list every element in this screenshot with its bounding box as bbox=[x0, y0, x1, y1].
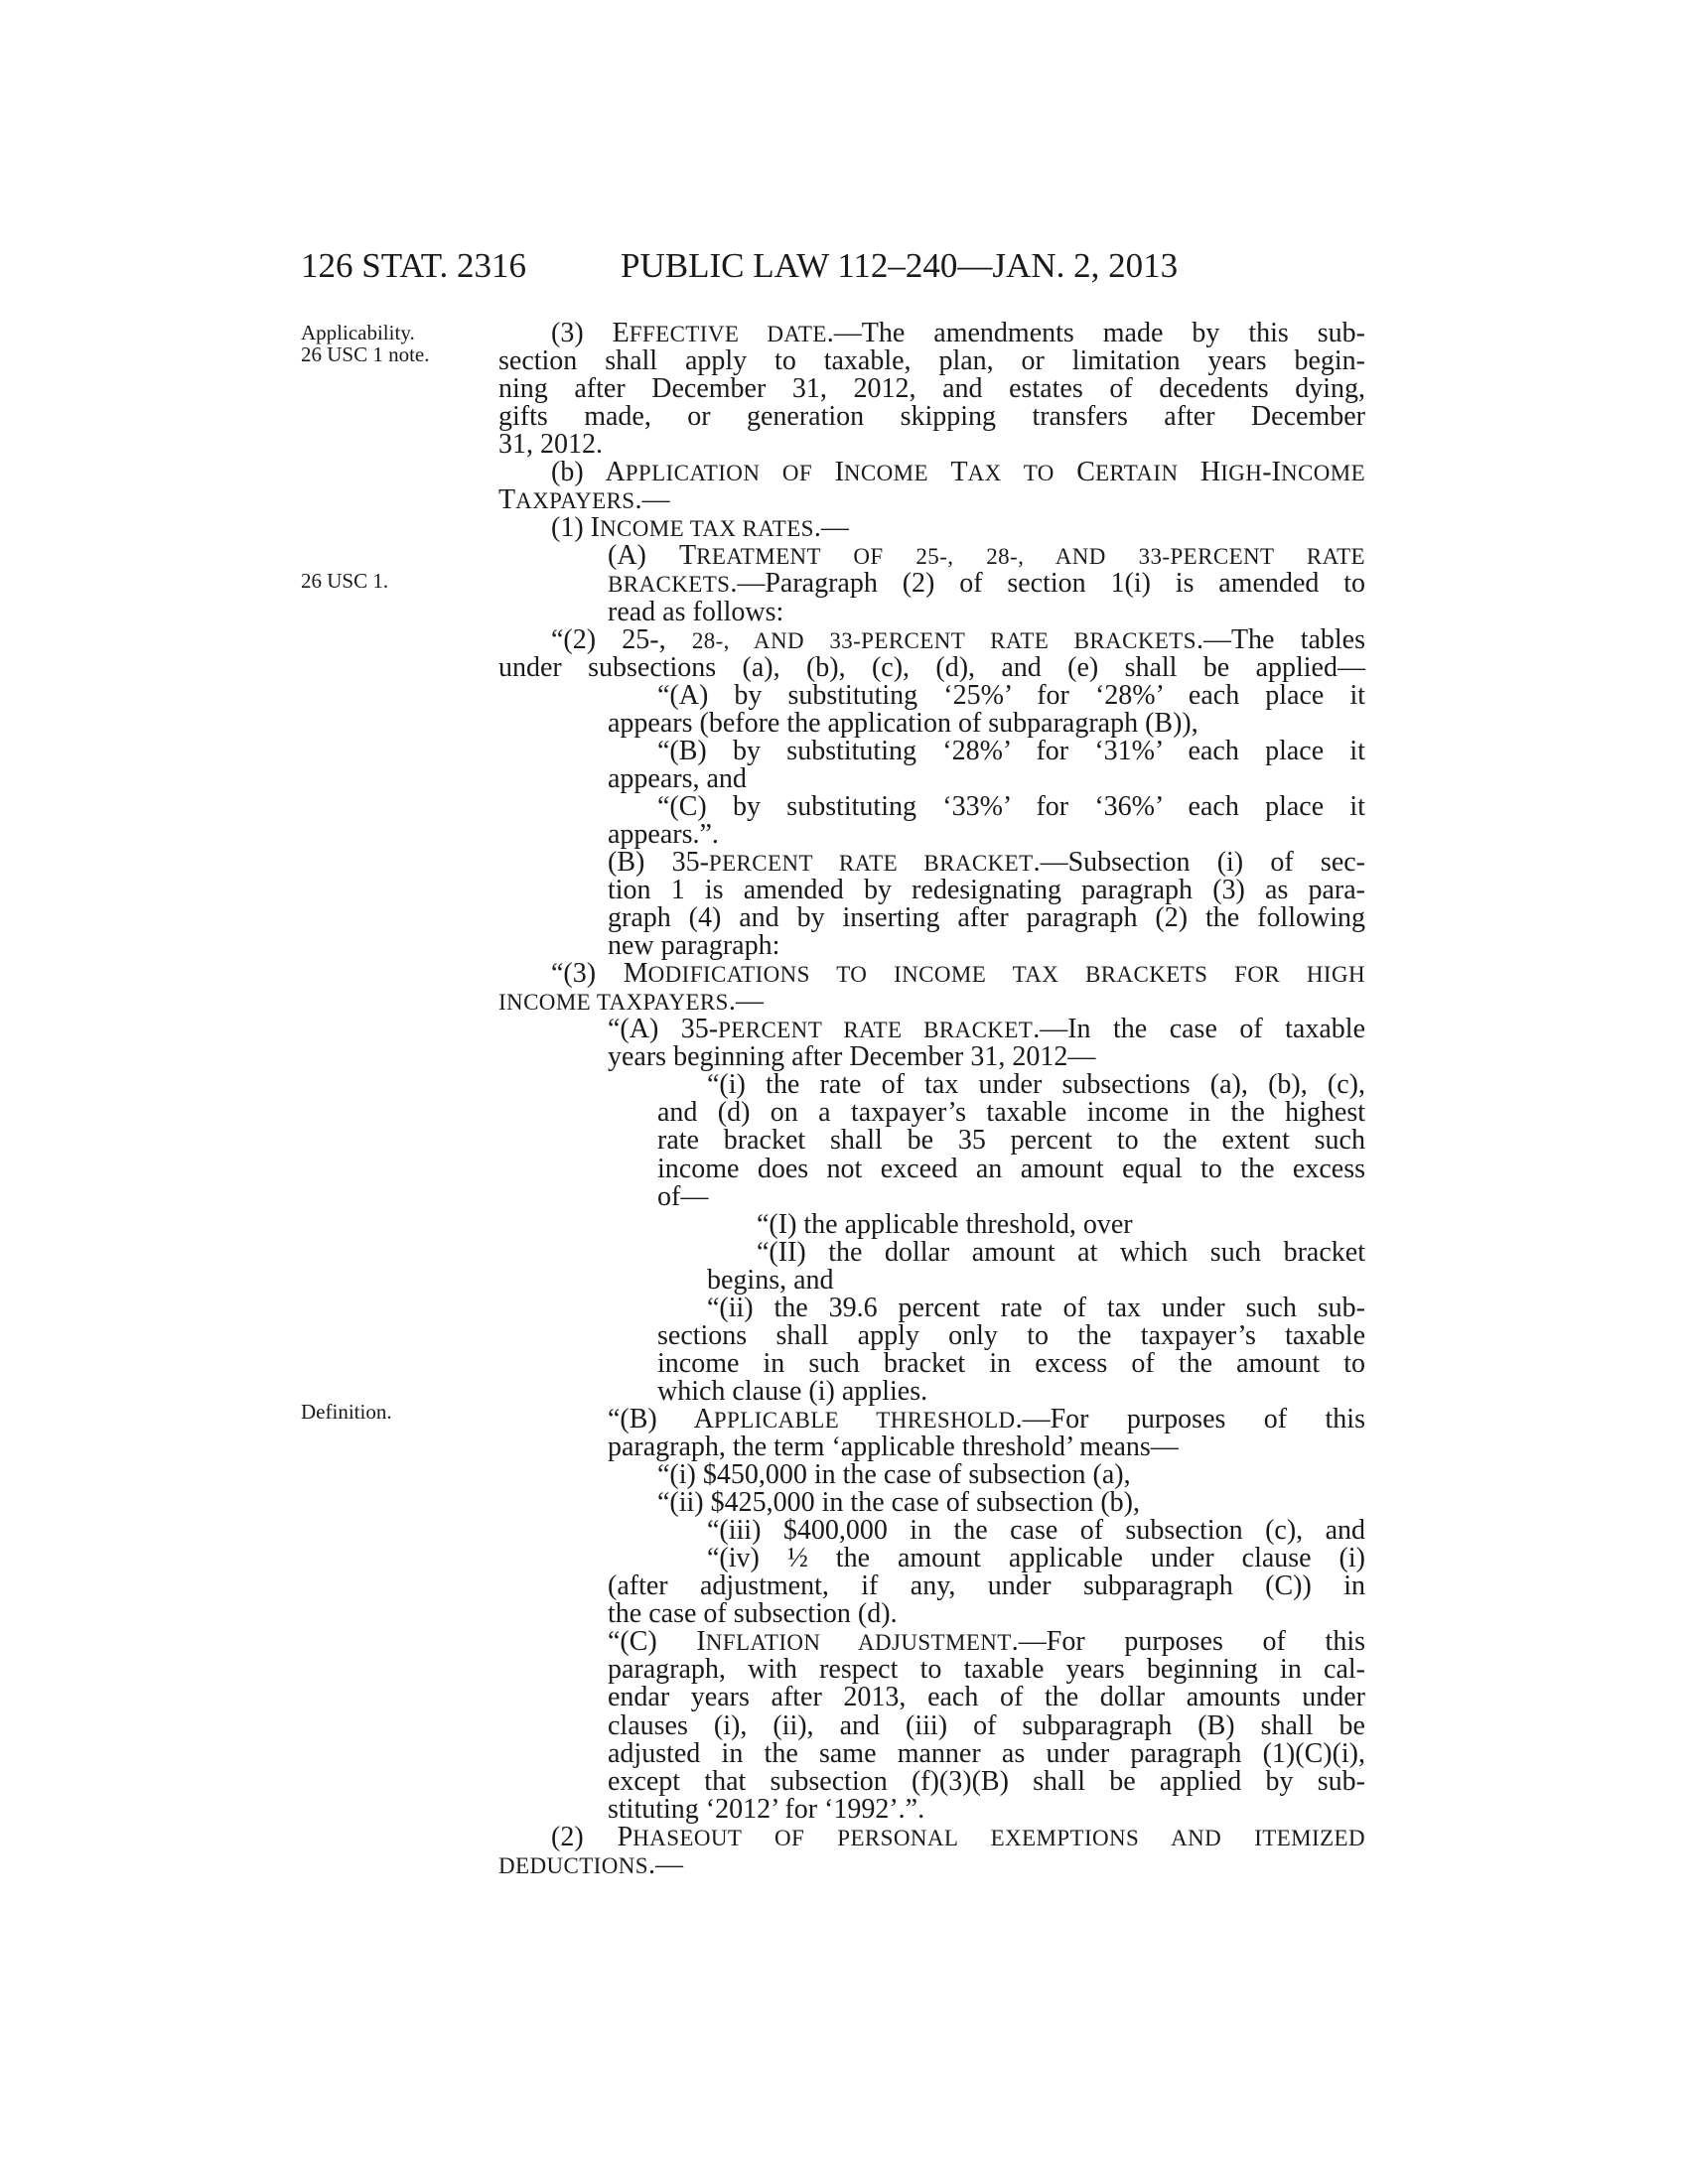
text-line bbox=[498, 431, 603, 459]
small-caps-run: ODIFICATIONS TO INCOME TAX BRACKETS FOR HIGH bbox=[647, 962, 1365, 987]
text-line bbox=[551, 960, 1365, 989]
text-run: 31, 2012. bbox=[498, 429, 603, 460]
text-line bbox=[498, 403, 1365, 431]
text-run: “(iii) $400,000 in the case of subsection (c), and bbox=[707, 1515, 1365, 1546]
text-run: read as follows: bbox=[608, 597, 784, 627]
text-run: paragraph, the term ‘applicable threshold’ means— bbox=[608, 1432, 1179, 1462]
text-line bbox=[551, 320, 1365, 348]
small-caps-run: AXPAYERS bbox=[515, 488, 635, 513]
text-line bbox=[757, 1239, 1365, 1267]
text-run: section shall apply to taxable, plan, or limitation years begin- bbox=[498, 345, 1365, 376]
text-line bbox=[608, 1600, 898, 1628]
text-line bbox=[498, 486, 670, 515]
text-run: .— bbox=[813, 512, 849, 543]
text-line bbox=[608, 821, 719, 849]
text-run: “(C) I bbox=[608, 1626, 706, 1657]
text-line bbox=[551, 514, 849, 543]
text-run: “(2) 25-, bbox=[551, 624, 692, 655]
text-run: endar years after 2013, each of the dollar amounts under bbox=[608, 1682, 1365, 1712]
text-line bbox=[608, 599, 783, 626]
small-caps-run: IGH bbox=[1220, 461, 1263, 485]
text-line bbox=[657, 1099, 1365, 1127]
small-caps-run: PERCENT RATE BRACKET bbox=[718, 1018, 1034, 1042]
small-caps-run: NCOME TAX RATES bbox=[599, 516, 814, 541]
text-run: except that subsection (f)(3)(B) shall be applied by sub- bbox=[608, 1766, 1365, 1797]
text-line bbox=[608, 570, 1365, 599]
text-run: .—For purposes of this bbox=[1015, 1404, 1365, 1434]
text-run: income in such bracket in excess of the amount to bbox=[657, 1348, 1365, 1379]
text-run: .—Subsection (i) of sec- bbox=[1033, 847, 1366, 878]
text-run: .—In the case of taxable bbox=[1033, 1014, 1365, 1044]
text-run: (3) E bbox=[551, 318, 630, 348]
text-run: “(I) the applicable threshold, over bbox=[757, 1209, 1133, 1240]
margin-note-definition: Definition. bbox=[301, 1400, 392, 1424]
text-line bbox=[608, 1684, 1365, 1711]
text-run: which clause (i) applies. bbox=[657, 1376, 928, 1407]
text-run: “(B) A bbox=[608, 1404, 714, 1434]
text-run: .— bbox=[634, 484, 670, 515]
text-run: new paragraph: bbox=[608, 930, 780, 961]
text-line bbox=[608, 932, 779, 960]
small-caps-run: NFLATION ADJUSTMENT bbox=[705, 1630, 1012, 1655]
small-caps-run: FFECTIVE DATE bbox=[629, 322, 827, 346]
small-caps-run: ERTAIN bbox=[1094, 461, 1200, 485]
text-run: .—The tables bbox=[1196, 624, 1366, 655]
small-caps-run: INCOME TAXPAYERS bbox=[498, 990, 729, 1015]
text-run: of— bbox=[657, 1181, 709, 1212]
text-line bbox=[498, 654, 1365, 682]
text-run: .—For purposes of this bbox=[1011, 1626, 1365, 1657]
text-run: years beginning after December 31, 2012— bbox=[608, 1041, 1096, 1072]
text-line bbox=[757, 1211, 1133, 1239]
text-line bbox=[608, 1796, 924, 1824]
small-caps-run: PPLICABLE THRESHOLD bbox=[713, 1408, 1016, 1433]
small-caps-run: 28-, AND 33-PERCENT RATE BRACKETS bbox=[691, 628, 1196, 653]
page-running-head: PUBLIC LAW 112–240—JAN. 2, 2013 bbox=[621, 246, 1179, 285]
text-line bbox=[707, 1295, 1365, 1322]
text-line bbox=[608, 1656, 1365, 1684]
text-run: H bbox=[1199, 457, 1221, 487]
text-run: tion 1 is amended by redesignating paragraph (3) as para- bbox=[608, 875, 1365, 905]
margin-note-usc-1-note: 26 USC 1 note. bbox=[301, 342, 430, 366]
text-line bbox=[608, 710, 1198, 738]
text-run: “(iv) ½ the amount applicable under clause (i) bbox=[707, 1543, 1365, 1573]
text-run: the case of subsection (d). bbox=[608, 1598, 898, 1629]
text-run: “(A) by substituting ‘25%’ for ‘28%’ each place it bbox=[657, 680, 1365, 711]
text-run: sections shall apply only to the taxpayer’s taxable bbox=[657, 1320, 1365, 1351]
text-line bbox=[657, 1350, 1365, 1378]
text-line bbox=[608, 542, 1365, 571]
text-run: .— bbox=[647, 1849, 683, 1880]
small-caps-run: PPLICATION OF bbox=[625, 461, 835, 485]
text-run: (2) P bbox=[551, 1822, 633, 1852]
text-run: “(i) the rate of tax under subsections (a), (b), (c), bbox=[707, 1069, 1365, 1100]
text-run: “(ii) the 39.6 percent rate of tax under such sub- bbox=[707, 1293, 1365, 1323]
text-run: “(3) M bbox=[551, 958, 648, 989]
text-line bbox=[608, 1628, 1365, 1657]
text-line bbox=[657, 1127, 1365, 1155]
text-line bbox=[498, 1851, 683, 1880]
text-run: I bbox=[834, 457, 844, 487]
text-run: T bbox=[950, 457, 968, 487]
text-run: (1) I bbox=[551, 512, 600, 543]
text-line bbox=[608, 765, 747, 793]
text-line bbox=[498, 347, 1365, 375]
text-run: appears, and bbox=[608, 763, 747, 794]
text-run: clauses (i), (ii), and (iii) of subparagraph (B) shall be bbox=[608, 1710, 1365, 1741]
page-stat-reference: 126 STAT. 2316 bbox=[301, 246, 526, 285]
text-run: “(C) by substituting ‘33%’ for ‘36%’ each place it bbox=[657, 791, 1365, 822]
text-run: T bbox=[498, 484, 516, 515]
small-caps-run: DEDUCTIONS bbox=[498, 1853, 648, 1878]
text-line bbox=[657, 793, 1365, 821]
small-caps-run: NCOME bbox=[843, 461, 951, 485]
text-run: .— bbox=[728, 986, 764, 1017]
text-run: ning after December 31, 2012, and estates of decedents dying, bbox=[498, 373, 1365, 404]
text-line bbox=[657, 1378, 927, 1406]
text-line bbox=[551, 1824, 1365, 1852]
text-run: “(A) 35- bbox=[608, 1014, 719, 1044]
small-caps-run: AX TO bbox=[967, 461, 1077, 485]
text-run: gifts made, or generation skipping transfers after December bbox=[498, 401, 1365, 432]
margin-note-applicability: Applicability. bbox=[301, 321, 415, 344]
text-line bbox=[707, 1267, 834, 1295]
text-run: (b) A bbox=[551, 457, 626, 487]
text-line bbox=[657, 1183, 708, 1211]
text-run: begins, and bbox=[707, 1265, 834, 1296]
text-line bbox=[608, 1572, 1365, 1600]
text-line bbox=[608, 1043, 1095, 1071]
text-line bbox=[498, 375, 1365, 403]
margin-note-usc-1: 26 USC 1. bbox=[301, 569, 389, 593]
text-run: “(B) by substituting ‘28%’ for ‘31%’ each place it bbox=[657, 736, 1365, 766]
small-caps-run: BRACKETS bbox=[608, 572, 731, 597]
text-run: adjusted in the same manner as under paragraph (1)(C)(i), bbox=[608, 1738, 1365, 1769]
text-run: “(II) the dollar amount at which such bracket bbox=[757, 1237, 1365, 1268]
small-caps-run: NCOME bbox=[1280, 461, 1366, 485]
text-run: (B) 35- bbox=[608, 847, 709, 878]
small-caps-run: HASEOUT OF PERSONAL EXEMPTIONS AND ITEMIZED bbox=[633, 1826, 1365, 1850]
text-run: rate bracket shall be 35 percent to the extent such bbox=[657, 1125, 1365, 1156]
text-run: paragraph, with respect to taxable years beginning in cal- bbox=[608, 1654, 1365, 1685]
text-line bbox=[608, 904, 1365, 932]
text-line bbox=[657, 1322, 1365, 1350]
text-line bbox=[707, 1545, 1365, 1572]
text-line bbox=[707, 1071, 1365, 1099]
small-caps-run: PERCENT RATE BRACKET bbox=[708, 851, 1034, 876]
text-run: appears (before the application of subparagraph (B)), bbox=[608, 708, 1198, 739]
text-run: under subsections (a), (b), (c), (d), and (e) shall be applied— bbox=[498, 652, 1365, 683]
text-line bbox=[608, 877, 1365, 904]
text-line bbox=[657, 1489, 1140, 1517]
text-line bbox=[608, 1740, 1365, 1768]
text-line bbox=[608, 1016, 1365, 1044]
text-run: “(ii) $425,000 in the case of subsection (b), bbox=[657, 1487, 1140, 1518]
text-run: .—The amendments made by this sub- bbox=[826, 318, 1366, 348]
text-line bbox=[608, 1712, 1365, 1740]
text-run: income does not exceed an amount equal to the excess bbox=[657, 1154, 1365, 1184]
text-run: stituting ‘2012’ for ‘1992’.”. bbox=[608, 1794, 925, 1825]
small-caps-run: REATMENT OF 25-, 28-, AND 33-PERCENT RATE bbox=[696, 544, 1366, 569]
text-line bbox=[608, 1433, 1179, 1461]
text-line bbox=[608, 1768, 1365, 1796]
text-line bbox=[551, 626, 1365, 655]
text-line bbox=[608, 849, 1365, 878]
text-run: “(i) $450,000 in the case of subsection (a), bbox=[657, 1459, 1131, 1490]
text-run: appears.”. bbox=[608, 819, 719, 850]
text-run: -I bbox=[1262, 457, 1281, 487]
text-run: .—Paragraph (2) of section 1(i) is amended to bbox=[730, 568, 1365, 599]
text-line bbox=[498, 988, 764, 1017]
text-run: C bbox=[1076, 457, 1095, 487]
text-line bbox=[657, 1156, 1365, 1183]
text-run: (A) T bbox=[608, 540, 697, 571]
text-line bbox=[657, 738, 1365, 765]
text-line bbox=[608, 1406, 1365, 1434]
text-run: (after adjustment, if any, under subparagraph (C)) in bbox=[608, 1570, 1365, 1601]
text-run: graph (4) and by inserting after paragraph (2) the following bbox=[608, 902, 1365, 933]
text-line bbox=[551, 459, 1365, 487]
text-run: and (d) on a taxpayer’s taxable income in the highest bbox=[657, 1097, 1365, 1128]
text-line bbox=[707, 1517, 1365, 1545]
text-line bbox=[657, 1461, 1131, 1489]
text-line bbox=[657, 682, 1365, 710]
